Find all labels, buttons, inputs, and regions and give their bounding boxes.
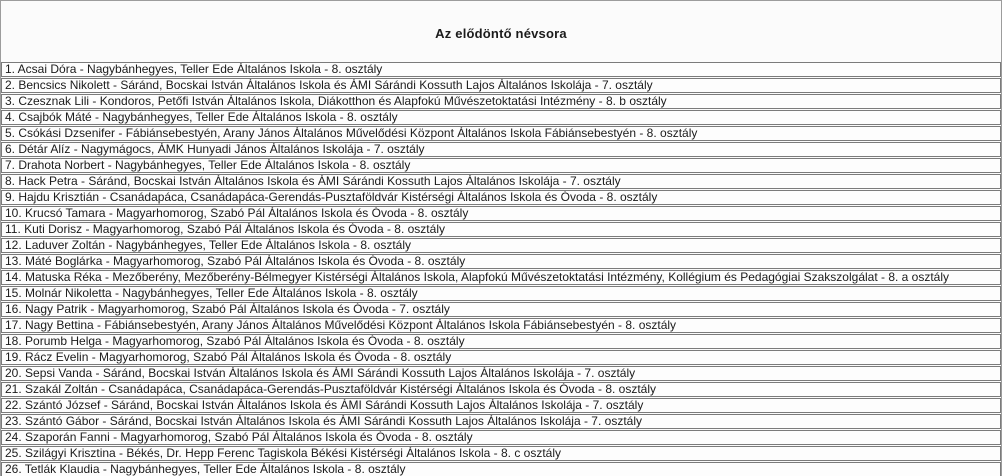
list-item: 2. Bencsics Nikolett - Sáránd, Bocskai István Általános Iskola és ÁMI Sárándi Kossuth Lajos Általános Iskolája - 7. osztály xyxy=(1,78,1001,93)
list-item: 25. Szilágyi Krisztina - Békés, Dr. Hepp Ferenc Tagiskola Békési Kistérségi Általános Iskola - 8. c osztály xyxy=(1,446,1001,461)
page-title: Az elődöntő névsora xyxy=(435,26,567,41)
list-item: 8. Hack Petra - Sáránd, Bocskai István Általános Iskola és ÁMI Sárándi Kossuth Lajos Általános Iskolája - 7. osztály xyxy=(1,174,1001,189)
list-item: 13. Máté Boglárka - Magyarhomorog, Szabó Pál Általános Iskola és Óvoda - 8. osztály xyxy=(1,254,1001,269)
list-item: 1. Acsai Dóra - Nagybánhegyes, Teller Ede Általános Iskola - 8. osztály xyxy=(1,62,1001,77)
list-item: 22. Szántó József - Sáránd, Bocskai István Általános Iskola és ÁMI Sárándi Kossuth Lajos Általános Iskolája - 7. osztály xyxy=(1,398,1001,413)
list-item: 16. Nagy Patrik - Magyarhomorog, Szabó Pál Általános Iskola és Óvoda - 7. osztály xyxy=(1,302,1001,317)
list-item: 10. Krucsó Tamara - Magyarhomorog, Szabó Pál Általános Iskola és Óvoda - 8. osztály xyxy=(1,206,1001,221)
list-item: 18. Porumb Helga - Magyarhomorog, Szabó Pál Általános Iskola és Óvoda - 8. osztály xyxy=(1,334,1001,349)
list-item: 4. Csajbók Máté - Nagybánhegyes, Teller Ede Általános Iskola - 8. osztály xyxy=(1,110,1001,125)
list-item: 3. Czesznak Lili - Kondoros, Petőfi István Általános Iskola, Diákotthon és Alapfokú Művészetoktatási Intézmény - 8. b osztály xyxy=(1,94,1001,109)
list-item: 23. Szántó Gábor - Sáránd, Bocskai István Általános Iskola és ÁMI Sárándi Kossuth Lajos Általános Iskolája - 7. osztály xyxy=(1,414,1001,429)
list-item: 15. Molnár Nikoletta - Nagybánhegyes, Teller Ede Általános Iskola - 8. osztály xyxy=(1,286,1001,301)
list-item: 21. Szakál Zoltán - Csanádapáca, Csanádapáca-Gerendás-Pusztaföldvár Kistérségi Általános Iskola és Óvoda - 8. osztály xyxy=(1,382,1001,397)
list-item: 14. Matuska Réka - Mezőberény, Mezőberény-Bélmegyer Kistérségi Általános Iskola, Alapfokú Művészetoktatási Intézmény, Kollégium és Pedagógiai Szakszolgálat - 8. a osztály xyxy=(1,270,1001,285)
list-item: 24. Szaporán Fanni - Magyarhomorog, Szabó Pál Általános Iskola és Óvoda - 8. osztály xyxy=(1,430,1001,445)
list-item: 26. Tetlák Klaudia - Nagybánhegyes, Teller Ede Általános Iskola - 8. osztály xyxy=(1,462,1001,476)
list-item: 20. Sepsi Vanda - Sáránd, Bocskai István Általános Iskola és ÁMI Sárándi Kossuth Lajos Általános Iskolája - 7. osztály xyxy=(1,366,1001,381)
list-item: 19. Rácz Evelin - Magyarhomorog, Szabó Pál Általános Iskola és Óvoda - 8. osztály xyxy=(1,350,1001,365)
list-item: 6. Détár Alíz - Nagymágocs, ÁMK Hunyadi János Általános Iskolája - 7. osztály xyxy=(1,142,1001,157)
list-item: 9. Hajdu Krisztián - Csanádapáca, Csanádapáca-Gerendás-Pusztaföldvár Kistérségi Általános Iskola és Óvoda - 8. osztály xyxy=(1,190,1001,205)
list-item: 7. Drahota Norbert - Nagybánhegyes, Teller Ede Általános Iskola - 8. osztály xyxy=(1,158,1001,173)
list-item: 11. Kuti Dorisz - Magyarhomorog, Szabó Pál Általános Iskola és Óvoda - 8. osztály xyxy=(1,222,1001,237)
list-item: 5. Csókási Dzsenifer - Fábiánsebestyén, Arany János Általános Művelődési Központ Általános Iskola Fábiánsebestyén - 8. osztály xyxy=(1,126,1001,141)
list-item: 17. Nagy Bettina - Fábiánsebestyén, Arany János Általános Művelődési Központ Általános Iskola Fábiánsebestyén - 8. osztály xyxy=(1,318,1001,333)
roster-table xyxy=(1,62,1001,476)
list-item: 12. Laduver Zoltán - Nagybánhegyes, Teller Ede Általános Iskola - 8. osztály xyxy=(1,238,1001,253)
page-header xyxy=(1,1,1001,62)
